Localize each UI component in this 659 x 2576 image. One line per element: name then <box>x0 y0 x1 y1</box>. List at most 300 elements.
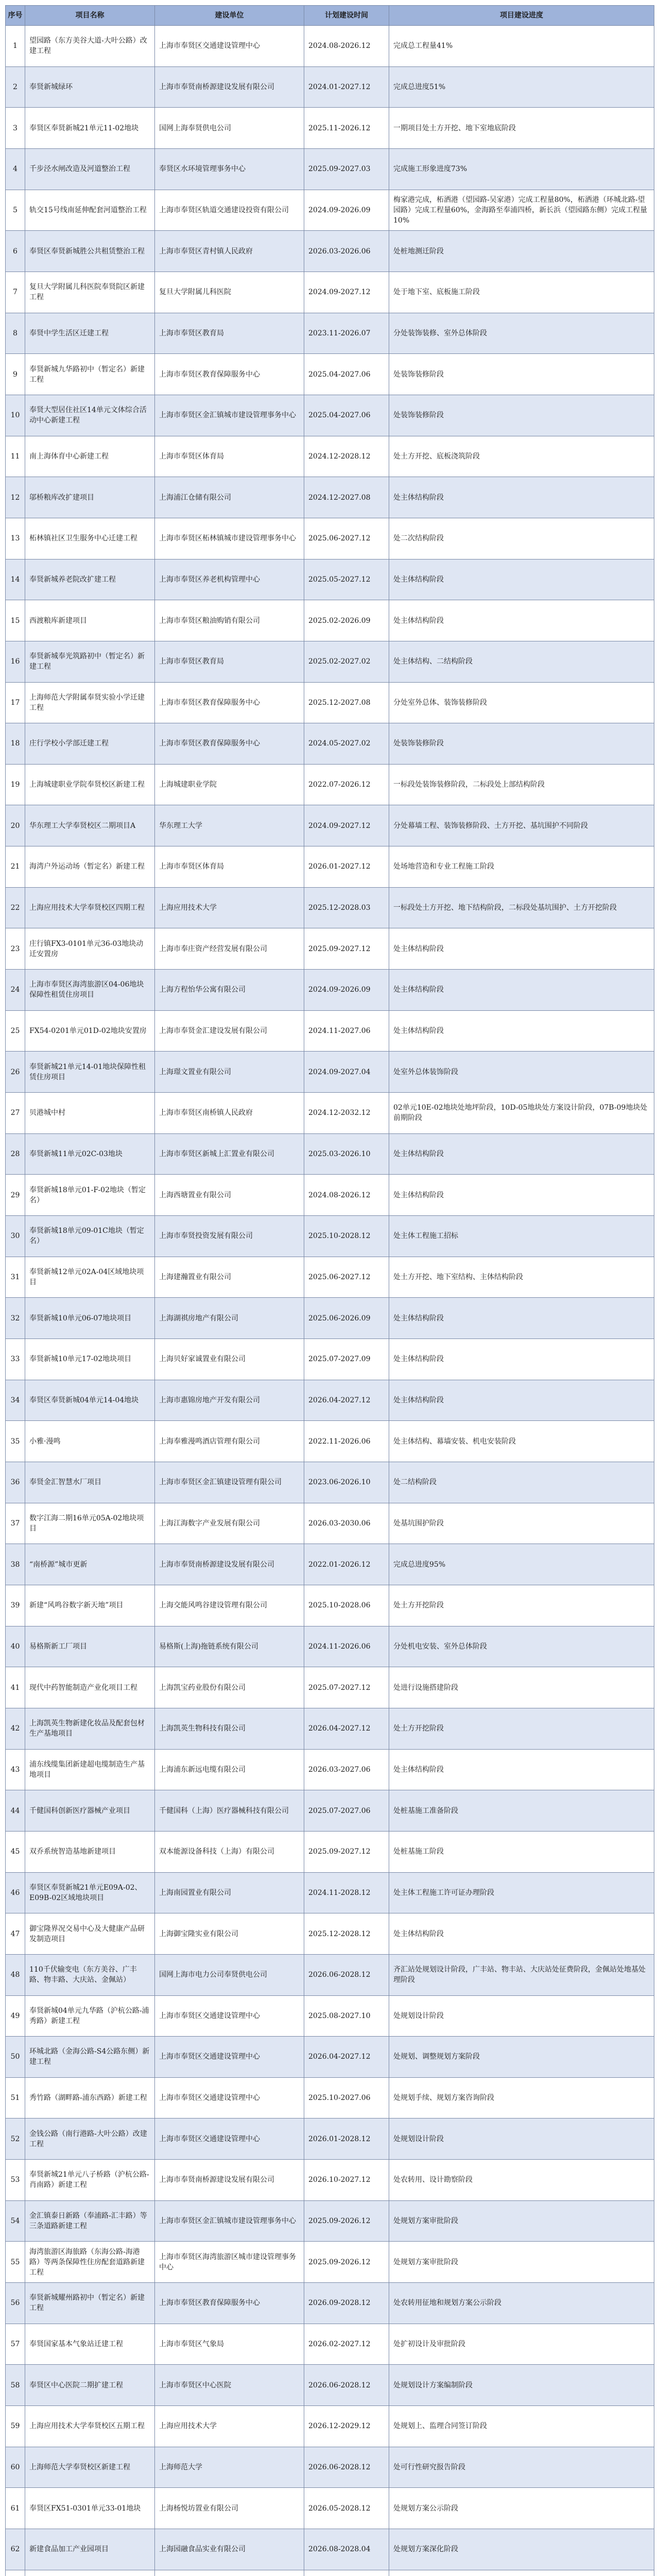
cell-schedule: 2026.02-2027.12 <box>304 2324 389 2365</box>
cell-builder: 上海市奉贤投资发展有限公司 <box>155 1216 304 1257</box>
cell-schedule: 2026.12-2029.12 <box>304 2406 389 2447</box>
cell-seq: 55 <box>6 2242 25 2283</box>
table-row <box>6 2200 654 2242</box>
cell-progress: 一标段处装饰装修阶段，二标段处上部结构阶段 <box>389 764 654 805</box>
table-row <box>6 1667 654 1708</box>
cell-progress: 处主体结构阶段 <box>389 1380 654 1421</box>
cell-seq: 1 <box>6 26 25 67</box>
cell-schedule: 2025.07-2027.06 <box>304 1790 389 1832</box>
cell-builder: 上海市奉贤区交通建设管理中心 <box>155 26 304 67</box>
cell-progress: 处室外总体装饰阶段 <box>389 1052 654 1093</box>
cell-schedule: 2026.06-2028.12 <box>304 2447 389 2488</box>
table-row <box>6 2406 654 2447</box>
cell-project-name: 奉贤区奉贤新城21单元E09A-02、E09B-02区域地块项目 <box>25 1872 155 1913</box>
table-row <box>6 190 654 231</box>
cell-progress: 分处幕墙工程、装饰装修阶段、土方开挖、基坑围护不同阶段 <box>389 805 654 846</box>
cell-seq: 31 <box>6 1257 25 1298</box>
cell-schedule: 2025.02-2027.02 <box>304 641 389 682</box>
cell-seq: 61 <box>6 2488 25 2529</box>
table-row <box>6 970 654 1011</box>
table-row <box>6 2488 654 2529</box>
cell-schedule: 2026.03-2027.06 <box>304 1749 389 1790</box>
cell-progress: 齐汇站处规划设计阶段，广丰站、物丰站、大庆站处征费阶段，金佩站处地基处理阶段 <box>389 1954 654 1995</box>
cell-builder: 上海建瀚置业有限公司 <box>155 1257 304 1298</box>
cell-schedule: 2025.04-2027.06 <box>304 395 389 436</box>
cell-project-name: 奉贤新城12单元02A-04区域地块项目 <box>25 1257 155 1298</box>
cell-schedule: 2024.09-2027.12 <box>304 272 389 313</box>
cell-project-name: 小雅·漫鸣 <box>25 1421 155 1462</box>
cell-project-name: 上海师范大学奉贤校区新建工程 <box>25 2447 155 2488</box>
cell-progress: 分处装饰装修、室外总体阶段 <box>389 313 654 354</box>
cell-progress: 处主体结构阶段 <box>389 1010 654 1052</box>
cell-builder: 上海浦江仓储有限公司 <box>155 477 304 518</box>
cell-progress: 处二次结构阶段 <box>389 518 654 559</box>
cell-builder: 上海市奉贤区教育局 <box>155 641 304 682</box>
table-row <box>6 1995 654 2037</box>
cell-builder: 上海市奉贤区粮油购销有限公司 <box>155 600 304 641</box>
cell-builder: 上海交能风鸣谷建设管理有限公司 <box>155 1585 304 1626</box>
cell-progress: 处规划设计阶段 <box>389 1995 654 2037</box>
table-row <box>6 1257 654 1298</box>
cell-schedule: 2024.12-2032.12 <box>304 1093 389 1134</box>
cell-seq: 21 <box>6 846 25 888</box>
cell-project-name: 南上海体育中心新建工程 <box>25 436 155 477</box>
cell-project-name: 奉贤区奉贤新城胜公共租赁整治工程 <box>25 231 155 272</box>
cell-schedule: 2024.08-2026.12 <box>304 26 389 67</box>
cell-builder: 上海市奉贤区海湾旅游区城市建设管理事务中心 <box>155 2242 304 2283</box>
table-row <box>6 1954 654 1995</box>
table-row <box>6 1010 654 1052</box>
table-row <box>6 764 654 805</box>
cell-builder: 上海市奉庄资产经营发展有限公司 <box>155 928 304 970</box>
cell-schedule: 2026.03-2030.06 <box>304 1503 389 1544</box>
cell-seq: 16 <box>6 641 25 682</box>
table-row <box>6 1462 654 1503</box>
cell-builder: 奉贤区水环境管理事务中心 <box>155 148 304 190</box>
header-project-name: 项目名称 <box>25 6 155 26</box>
table-row <box>6 1872 654 1913</box>
cell-progress: 处桩地测迁阶段 <box>389 231 654 272</box>
cell-progress: 处于地下室、底板施工阶段 <box>389 272 654 313</box>
table-row <box>6 559 654 600</box>
cell-schedule: 2026.04-2027.12 <box>304 1380 389 1421</box>
table-row <box>6 1133 654 1175</box>
cell-progress: 处进行设施搭建阶段 <box>389 1667 654 1708</box>
cell-project-name: 数字江海二期16单元05A-02地块项目 <box>25 1503 155 1544</box>
cell-builder: 上海西塘置业有限公司 <box>155 1175 304 1216</box>
cell-project-name: 复旦大学附属儿科医院奉贤院区新建工程 <box>25 272 155 313</box>
cell-schedule: 2025.10-2027.06 <box>304 2077 389 2119</box>
cell-builder: 上海市奉贤区教育局 <box>155 313 304 354</box>
cell-seq: 37 <box>6 1503 25 1544</box>
cell-project-name: 上海市奉贤区海湾旅游区04-06地块保障性租赁住房项目 <box>25 970 155 1011</box>
cell-seq: 38 <box>6 1544 25 1585</box>
cell-project-name: 奉贤新城10单元17-02地块项目 <box>25 1339 155 1380</box>
cell-builder: 上海御宝隆实业有限公司 <box>155 1913 304 1955</box>
cell-progress: 一期项目处土方开挖、地下室地底阶段 <box>389 108 654 149</box>
cell-seq: 44 <box>6 1790 25 1832</box>
table-row <box>6 231 654 272</box>
cell-schedule: 2025.09-2026.12 <box>304 2200 389 2242</box>
table-row <box>6 1216 654 1257</box>
cell-progress: 处规划方案深化阶段 <box>389 2529 654 2570</box>
cell-schedule: 2025.12-2028.03 <box>304 887 389 928</box>
cell-schedule: 2023.06-2026.10 <box>304 1462 389 1503</box>
cell-builder: 上海凯宝药业股份有限公司 <box>155 1667 304 1708</box>
cell-builder: 上海市奉贤南桥源建设发展有限公司 <box>155 1544 304 1585</box>
table-row <box>6 887 654 928</box>
cell-builder: 复旦大学附属儿科医院 <box>155 272 304 313</box>
cell-schedule: 2026.04-2027.12 <box>304 1708 389 1749</box>
cell-seq: 34 <box>6 1380 25 1421</box>
cell-progress: 处主体结构阶段 <box>389 928 654 970</box>
cell-project-name: 易格斯新工厂项目 <box>25 1626 155 1667</box>
cell-project-name: 轨交15号线南延伸配套河道整治工程 <box>25 190 155 231</box>
project-table <box>5 5 654 2576</box>
table-row <box>6 477 654 518</box>
cell-schedule: 2025.05-2027.12 <box>304 559 389 600</box>
table-row <box>6 272 654 313</box>
cell-progress: 处扩初设计及审批阶段 <box>389 2324 654 2365</box>
cell-seq: 33 <box>6 1339 25 1380</box>
cell-progress: 处主体结构阶段 <box>389 970 654 1011</box>
cell-project-name: 海湾户外运动场（暂定名）新建工程 <box>25 846 155 888</box>
cell-builder: 上海方程怡华公寓有限公司 <box>155 970 304 1011</box>
cell-schedule: 2024.09-2026.09 <box>304 190 389 231</box>
cell-project-name: 庄行学校小学部迁建工程 <box>25 723 155 765</box>
cell-project-name: 上海应用技术大学奉贤校区五期工程 <box>25 2406 155 2447</box>
table-row <box>6 26 654 67</box>
cell-project-name: 奉贤区FX51-0301单元33-01地块 <box>25 2488 155 2529</box>
cell-progress: 处主体结构阶段 <box>389 1749 654 1790</box>
cell-schedule: 2025.07-2027.09 <box>304 1339 389 1380</box>
cell-seq: 48 <box>6 1954 25 1995</box>
cell-project-name: 奉贤新城18单元01-F-02地块（暂定名） <box>25 1175 155 1216</box>
cell-project-name: 奉贤国家基本气象站迁建工程 <box>25 2324 155 2365</box>
cell-progress: 处二结构阶段 <box>389 1462 654 1503</box>
cell-progress: 处主体工程施工招标 <box>389 1216 654 1257</box>
cell-seq: 25 <box>6 1010 25 1052</box>
cell-schedule: 2025.09-2027.12 <box>304 1831 389 1872</box>
cell-schedule: 2025.09-2027.12 <box>304 928 389 970</box>
cell-progress: 处农转用、设计勘察阶段 <box>389 2160 654 2201</box>
cell-seq: 35 <box>6 1421 25 1462</box>
cell-project-name: 新建“风鸣谷数字新天地”项目 <box>25 1585 155 1626</box>
cell-schedule: 2026.01-2027.12 <box>304 846 389 888</box>
cell-seq: 51 <box>6 2077 25 2119</box>
cell-project-name: 奉贤新城21单元八子桥路（沪杭公路-肖南路）新建工程 <box>25 2160 155 2201</box>
cell-schedule: 2024.11-2028.12 <box>304 1872 389 1913</box>
cell-progress: 处主体工程施工许可证办理阶段 <box>389 1872 654 1913</box>
cell-project-name: 华东理工大学奉贤校区二期项目A <box>25 805 155 846</box>
cell-builder: 上海市奉贤区南桥镇人民政府 <box>155 1093 304 1134</box>
cell-builder: 国网上海市电力公司奉贤供电公司 <box>155 1954 304 1995</box>
table-row <box>6 1421 654 1462</box>
cell-project-name: 奉贤新城18单元09-01C地块（暂定名） <box>25 1216 155 1257</box>
table-row <box>6 1831 654 1872</box>
cell-seq: 5 <box>6 190 25 231</box>
cell-builder: 上海市奉贤区中心医院 <box>155 2365 304 2406</box>
cell-builder: 上海市奉贤区交通建设管理中心 <box>155 1995 304 2037</box>
cell-progress: 处规划设计阶段 <box>389 2119 654 2160</box>
cell-schedule: 2025.02-2026.09 <box>304 600 389 641</box>
cell-builder: 华东理工大学 <box>155 805 304 846</box>
cell-schedule: 2024.12-2027.08 <box>304 477 389 518</box>
table-row <box>6 1175 654 1216</box>
cell-seq: 15 <box>6 600 25 641</box>
cell-seq: 58 <box>6 2365 25 2406</box>
cell-progress: 处土方开挖阶段 <box>389 1585 654 1626</box>
cell-schedule: 2025.07-2027.12 <box>304 1667 389 1708</box>
cell-seq: 29 <box>6 1175 25 1216</box>
cell-seq: 56 <box>6 2283 25 2324</box>
cell-builder: 上海应用技术大学 <box>155 2406 304 2447</box>
table-row <box>6 2242 654 2283</box>
cell-seq: 59 <box>6 2406 25 2447</box>
cell-builder: 上海应用技术大学 <box>155 887 304 928</box>
table-row <box>6 1380 654 1421</box>
table-row <box>6 805 654 846</box>
cell-schedule: 2024.12-2028.12 <box>304 436 389 477</box>
table-row <box>6 682 654 723</box>
cell-builder: 上海市奉贤区金汇镇城市建设管理事务中心 <box>155 395 304 436</box>
cell-project-name: 新建食品加工产业园项目 <box>25 2529 155 2570</box>
cell-builder: 上海市奉贤区金汇镇城市建设管理事务中心 <box>155 2200 304 2242</box>
cell-seq: 27 <box>6 1093 25 1134</box>
cell-progress: 完成总进度51% <box>389 66 654 108</box>
table-row <box>6 2077 654 2119</box>
table-row <box>6 1544 654 1585</box>
cell-schedule: 2025.03-2026.10 <box>304 1133 389 1175</box>
cell-project-name: 贝港城中村 <box>25 1093 155 1134</box>
cell-progress: 一标段处土方开挖、地下结构阶段，二标段处基坑围护、土方开挖阶段 <box>389 887 654 928</box>
cell-seq: 30 <box>6 1216 25 1257</box>
table-row <box>6 66 654 108</box>
cell-progress: 处主体结构阶段 <box>389 1133 654 1175</box>
cell-project-name: 奉贤新城11单元02C-03地块 <box>25 1133 155 1175</box>
cell-schedule: 2024.11-2027.06 <box>304 1010 389 1052</box>
cell-progress: 处主体结构、幕墙安装、机电安装阶段 <box>389 1421 654 1462</box>
cell-project-name: 上海凯英生物新建化妆品及配套包材生产基地项目 <box>25 1708 155 1749</box>
table-body <box>6 26 654 2576</box>
cell-project-name: 上海城建职业学院奉贤校区新建工程 <box>25 764 155 805</box>
cell-progress: 处主体结构阶段 <box>389 600 654 641</box>
cell-project-name: 奉贤新城九华路初中（暂定名）新建工程 <box>25 354 155 395</box>
cell-schedule: 2024.09-2027.04 <box>304 1052 389 1093</box>
cell-builder: 上海江海数字产业发展有限公司 <box>155 1503 304 1544</box>
cell-schedule: 2025.12-2027.08 <box>304 682 389 723</box>
cell-project-name <box>25 2570 155 2576</box>
cell-builder: 双本能源设备科技（上海）有限公司 <box>155 1831 304 1872</box>
cell-seq: 12 <box>6 477 25 518</box>
cell-seq: 28 <box>6 1133 25 1175</box>
cell-schedule: 2024.08-2026.12 <box>304 1175 389 1216</box>
cell-builder: 上海浦东新远电缆有限公司 <box>155 1749 304 1790</box>
cell-seq: 14 <box>6 559 25 600</box>
table-header-row <box>6 6 654 26</box>
header-builder: 建设单位 <box>155 6 304 26</box>
cell-seq: 62 <box>6 2529 25 2570</box>
cell-seq: 36 <box>6 1462 25 1503</box>
cell-progress: 02单元10E-02地块处地坪阶段，10D-05地块处方案设计阶段，07B-09地块处前期阶段 <box>389 1093 654 1134</box>
cell-project-name: 柘林镇社区卫生服务中心迁建工程 <box>25 518 155 559</box>
cell-project-name: 千步泾水闸改造及河道整治工程 <box>25 148 155 190</box>
table-row <box>6 1626 654 1667</box>
table-row <box>6 1298 654 1339</box>
cell-seq: 19 <box>6 764 25 805</box>
cell-progress: 处场地营造和专业工程施工阶段 <box>389 846 654 888</box>
cell-project-name: 环城北路（金海公路-S4公路东侧）新建工程 <box>25 2037 155 2078</box>
cell-project-name: 浦东线缆集团新建超电缆制造生产基地项目 <box>25 1749 155 1790</box>
cell-seq: 43 <box>6 1749 25 1790</box>
cell-progress: 处土方开挖、地下室结构、主体结构阶段 <box>389 1257 654 1298</box>
cell-builder: 上海园融食品实业有限公司 <box>155 2529 304 2570</box>
table-row <box>6 518 654 559</box>
cell-seq: 53 <box>6 2160 25 2201</box>
cell-project-name: 奉贤中学生活区迁建工程 <box>25 313 155 354</box>
cell-seq: 32 <box>6 1298 25 1339</box>
cell-progress: 处主体结构阶段 <box>389 1339 654 1380</box>
cell-schedule: 2026.10-2027.12 <box>304 2160 389 2201</box>
cell-project-name: 庄行镇FX3-0101单元36-03地块动迁安置房 <box>25 928 155 970</box>
table-row <box>6 2570 654 2576</box>
cell-builder: 上海市惠锦房地产开发有限公司 <box>155 1380 304 1421</box>
cell-project-name: 御宝隆界况交易中心及大健康产品研发制造项目 <box>25 1913 155 1955</box>
cell-builder: 上海市奉贤区轨道交通建设投资有限公司 <box>155 190 304 231</box>
cell-builder: 上海城建职业学院 <box>155 764 304 805</box>
cell-progress: 处主体结构、二结构阶段 <box>389 641 654 682</box>
cell-seq: 7 <box>6 272 25 313</box>
cell-project-name: 奉贤新城绿环 <box>25 66 155 108</box>
cell-builder: 上海市奉贤区青村镇人民政府 <box>155 231 304 272</box>
cell-schedule: 2026.06-2028.12 <box>304 2365 389 2406</box>
table-row <box>6 2365 654 2406</box>
cell-progress: 处基坑围护阶段 <box>389 1503 654 1544</box>
cell-progress: 处装饰装修阶段 <box>389 354 654 395</box>
cell-schedule: 2025.09-2026.12 <box>304 2242 389 2283</box>
cell-builder: 上海师范大学 <box>155 2447 304 2488</box>
cell-schedule: 2024.11-2026.06 <box>304 1626 389 1667</box>
cell-builder: 上海市奉贤区体育局 <box>155 846 304 888</box>
table-row <box>6 2529 654 2570</box>
cell-builder: 上海南园置业有限公司 <box>155 1872 304 1913</box>
cell-project-name: 西渡粮库新建项目 <box>25 600 155 641</box>
table-row <box>6 2119 654 2160</box>
cell-seq: 13 <box>6 518 25 559</box>
cell-schedule: 2023.11-2026.07 <box>304 313 389 354</box>
cell-builder: 上海市奉贤区养老机构管理中心 <box>155 559 304 600</box>
cell-progress <box>389 2570 654 2576</box>
header-progress: 项目建设进度 <box>389 6 654 26</box>
cell-project-name: 奉贤大型居住社区14单元文体综合活动中心新建工程 <box>25 395 155 436</box>
cell-builder: 上海市奉贤区交通建设管理中心 <box>155 2077 304 2119</box>
table-row <box>6 1749 654 1790</box>
cell-progress: 完成总进度95% <box>389 1544 654 1585</box>
cell-builder: 上海市奉贤区交通建设管理中心 <box>155 2037 304 2078</box>
cell-builder: 上海杨悦坊置业有限公司 <box>155 2488 304 2529</box>
table-row <box>6 1503 654 1544</box>
table-row <box>6 1913 654 1955</box>
table-row <box>6 600 654 641</box>
cell-project-name: FX54-0201单元01D-02地块安置房 <box>25 1010 155 1052</box>
cell-builder: 易格斯(上海)拖链系统有限公司 <box>155 1626 304 1667</box>
table-row <box>6 641 654 682</box>
cell-builder: 上海凯英生物科技有限公司 <box>155 1708 304 1749</box>
cell-builder: 上海市奉贤区教育保障服务中心 <box>155 682 304 723</box>
cell-project-name: 金钱公路（南行港路-大叶公路）改建工程 <box>25 2119 155 2160</box>
cell-schedule: 2025.10-2028.12 <box>304 1216 389 1257</box>
cell-schedule: 2025.06-2027.12 <box>304 518 389 559</box>
cell-schedule: 2025.10-2028.06 <box>304 1585 389 1626</box>
cell-schedule: 2026.05-2028.12 <box>304 2488 389 2529</box>
cell-builder: 上海市奉贤区教育保障服务中心 <box>155 2283 304 2324</box>
cell-progress: 完成施工形象进度73% <box>389 148 654 190</box>
cell-builder: 上海市奉贤区新城上汇置业有限公司 <box>155 1133 304 1175</box>
cell-seq: 26 <box>6 1052 25 1093</box>
cell-builder <box>155 2570 304 2576</box>
table-row <box>6 2160 654 2201</box>
cell-seq: 46 <box>6 1872 25 1913</box>
cell-seq: 17 <box>6 682 25 723</box>
cell-progress: 处规划方案审批阶段 <box>389 2242 654 2283</box>
cell-schedule: 2022.11-2026.06 <box>304 1421 389 1462</box>
cell-seq: 50 <box>6 2037 25 2078</box>
cell-progress: 处规划方案审批阶段 <box>389 2200 654 2242</box>
cell-builder: 上海市奉贤区体育局 <box>155 436 304 477</box>
cell-project-name: 上海应用技术大学奉贤校区四期工程 <box>25 887 155 928</box>
cell-seq: 49 <box>6 1995 25 2037</box>
cell-schedule: 2024.01-2027.12 <box>304 66 389 108</box>
cell-schedule: 2025.11-2026.12 <box>304 108 389 149</box>
cell-progress: 处可行性研究报告阶段 <box>389 2447 654 2488</box>
cell-progress: 处规划设计方案编制阶段 <box>389 2365 654 2406</box>
table-row <box>6 1052 654 1093</box>
cell-project-name: 奉贤金汇智慧水厂项目 <box>25 1462 155 1503</box>
table-row <box>6 2324 654 2365</box>
cell-progress: 处装饰装修阶段 <box>389 395 654 436</box>
cell-progress: 处土方开挖、底板浇筑阶段 <box>389 436 654 477</box>
project-table-container <box>5 5 654 2576</box>
cell-schedule: 2025.04-2027.06 <box>304 354 389 395</box>
cell-seq: 18 <box>6 723 25 765</box>
cell-seq: 4 <box>6 148 25 190</box>
cell-builder: 国网上海奉贤供电公司 <box>155 108 304 149</box>
table-row <box>6 1585 654 1626</box>
table-row <box>6 354 654 395</box>
cell-project-name: 千健国科创新医疗器械产业项目 <box>25 1790 155 1832</box>
cell-schedule: 2026.06-2028.12 <box>304 1954 389 1995</box>
cell-progress: 处规划上、监理合同签订阶段 <box>389 2406 654 2447</box>
table-row <box>6 1339 654 1380</box>
cell-progress: 完成总工程量41% <box>389 26 654 67</box>
cell-progress: 处主体结构阶段 <box>389 1298 654 1339</box>
header-seq: 序号 <box>6 6 25 26</box>
cell-project-name: 奉贤新城04单元九华路（沪杭公路-浦秀路）新建工程 <box>25 1995 155 2037</box>
cell-progress: 分处机电安装、室外总体阶段 <box>389 1626 654 1667</box>
table-row <box>6 723 654 765</box>
cell-builder: 上海市奉贤金汇建设发展有限公司 <box>155 1010 304 1052</box>
cell-progress: 处规划、调整规划方案阶段 <box>389 2037 654 2078</box>
cell-seq: 10 <box>6 395 25 436</box>
cell-builder: 上海市奉贤南桥源建设发展有限公司 <box>155 2160 304 2201</box>
cell-builder: 上海市奉贤南桥源建设发展有限公司 <box>155 66 304 108</box>
cell-seq: 22 <box>6 887 25 928</box>
cell-project-name: 奉贤区奉贤新城04单元14-04地块 <box>25 1380 155 1421</box>
cell-project-name: 奉贤新城耀州路初中（暂定名）新建工程 <box>25 2283 155 2324</box>
cell-project-name: 奉贤新城奉光筑路初中（暂定名）新建工程 <box>25 641 155 682</box>
cell-schedule: 2024.05-2027.02 <box>304 723 389 765</box>
cell-seq: 3 <box>6 108 25 149</box>
